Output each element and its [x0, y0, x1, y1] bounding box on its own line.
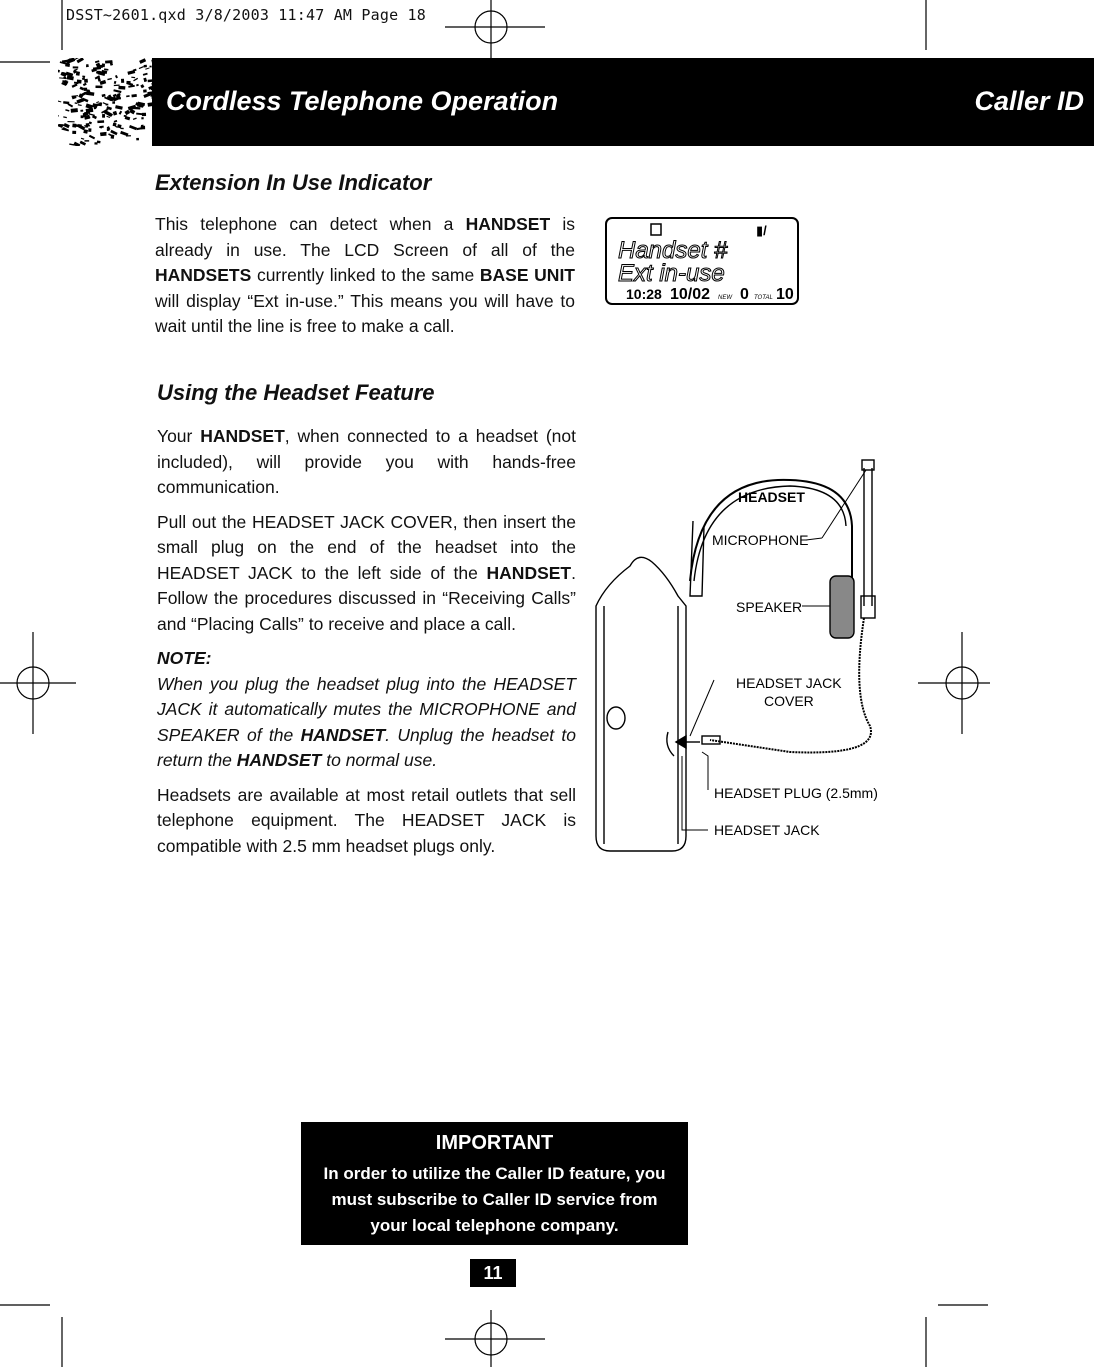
- headset-body: [157, 424, 576, 859]
- text-run: Pull out the HEADSET JACK COVER, then insert the small plug on the end of the headset into the HEADSET JACK to the left side of the: [157, 511, 576, 583]
- page-number: 11: [470, 1259, 516, 1287]
- text-run: HANDSETS: [155, 265, 252, 285]
- signal-icon: ▮/: [756, 223, 767, 238]
- text-run: is already in use. The LCD Screen of all of the: [155, 214, 576, 260]
- label-microphone: MICROPHONE: [712, 532, 809, 548]
- text-run: Headsets are available at most retail outlets that sell telephone equipment. The HEADSET JACK is compatible with 2.5 mm headset plugs only.: [157, 784, 576, 856]
- lcd-time: 10:28: [626, 286, 662, 302]
- lcd-date: 10/02: [670, 286, 711, 303]
- text-run: HANDSET: [465, 214, 551, 234]
- lcd-new-count: 0: [740, 286, 749, 303]
- text-run: HANDSET: [200, 426, 285, 446]
- section-name: Caller ID: [974, 86, 1084, 116]
- text-run: to normal use.: [321, 750, 438, 770]
- header-texture: [58, 58, 152, 146]
- extension-paragraph: [155, 212, 575, 340]
- text-run: currently linked to the same: [251, 265, 480, 285]
- text-run: BASE UNIT: [479, 265, 576, 285]
- text-run: , when connected to a headset (not included), will provide you with hands-free communication.: [157, 426, 576, 497]
- label-headset-plug: HEADSET PLUG (2.5mm): [714, 785, 878, 801]
- text-run: . Follow the procedures discussed in “Receiving Calls” and “Placing Calls” to receive and place a call.: [157, 562, 576, 634]
- lcd-screen: [604, 216, 800, 306]
- headset-paragraph-3: [157, 783, 576, 860]
- text-run: HANDSET: [300, 724, 386, 745]
- label-headset: HEADSET: [738, 489, 805, 505]
- label-jack-cover-line1: HEADSET JACK: [736, 675, 842, 691]
- important-title: IMPORTANT: [435, 1132, 554, 1154]
- label-speaker: SPEAKER: [736, 599, 803, 615]
- headset-paragraph-2: [157, 510, 576, 638]
- important-box: [301, 1122, 688, 1245]
- handset-button: [607, 707, 625, 729]
- note-label: NOTE:: [157, 648, 212, 668]
- extension-title: Extension In Use Indicator: [155, 170, 432, 195]
- lcd-total-count: 10: [776, 286, 794, 303]
- note-paragraph: [157, 672, 576, 774]
- important-body: In order to utilize the Caller ID feature, you must subscribe to Caller ID service from your local telephone company.: [323, 1164, 666, 1235]
- label-jack-cover-line2: COVER: [764, 693, 814, 709]
- speaker-shape: [830, 576, 854, 638]
- text-run: HANDSET: [236, 750, 322, 770]
- text-run: This telephone can detect when a: [155, 214, 466, 234]
- text-run: When you plug the headset plug into the HEADSET JACK it automatically mutes the MICROPHONE and SPEAKER of the: [157, 673, 576, 745]
- lcd-line-2: Ext in-use: [618, 260, 725, 287]
- lcd-new-label: NEW: [718, 295, 732, 301]
- lcd-line-1: Handset #: [618, 237, 728, 264]
- page-title: Cordless Telephone Operation: [166, 86, 559, 116]
- file-slug: DSST~2601.qxd 3/8/2003 11:47 AM Page 18: [66, 6, 426, 24]
- label-headset-jack: HEADSET JACK: [714, 822, 820, 838]
- headset-illustration: [590, 456, 890, 856]
- handset-body-outline: [596, 557, 686, 851]
- headset-paragraph-1: [157, 424, 576, 501]
- text-run: will display “Ext in-use.” This means you will have to wait until the line is free to make a call.: [155, 290, 575, 336]
- text-run: . Unplug the headset to return the: [157, 724, 576, 770]
- text-run: HANDSET: [486, 562, 572, 583]
- lcd-total-label: TOTAL: [754, 295, 773, 301]
- headset-title: Using the Headset Feature: [157, 380, 435, 405]
- text-run: Your: [157, 426, 201, 446]
